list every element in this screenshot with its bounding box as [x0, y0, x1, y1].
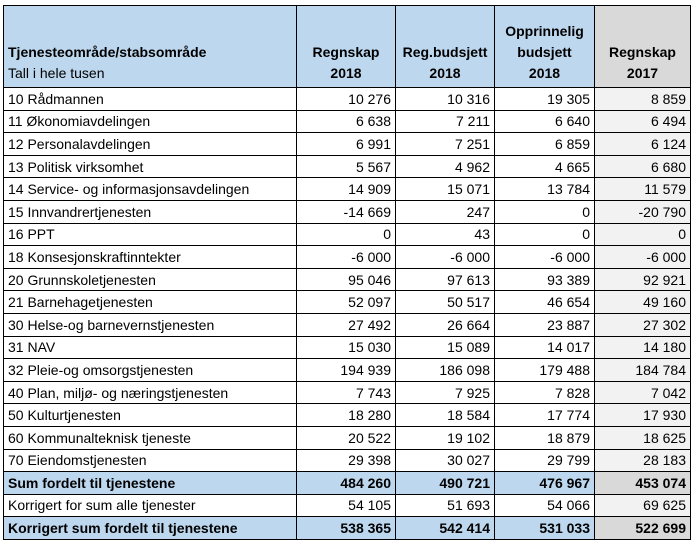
cell-original-budget-2018: 23 887 [495, 313, 595, 336]
row-name: 70 Eiendomstjenesten [4, 449, 297, 472]
table-row [4, 359, 691, 382]
correction-accounts-2018: 54 105 [297, 494, 396, 517]
row-name: 18 Konsesjonskraftinntekter [4, 246, 297, 269]
cell-revised-budget-2018: -6 000 [396, 246, 495, 269]
sum-row-name: Sum fordelt til tjenestene [4, 472, 297, 495]
table-row [4, 155, 691, 178]
cell-accounts-2018: 15 030 [297, 336, 396, 359]
cell-revised-budget-2018: 26 664 [396, 313, 495, 336]
budget-table [3, 5, 691, 540]
cell-revised-budget-2018: 7 211 [396, 110, 495, 133]
sum-original-budget-2018: 476 967 [495, 472, 595, 495]
cell-accounts-2018: 5 567 [297, 155, 396, 178]
cell-original-budget-2018: 6 640 [495, 110, 595, 133]
cell-original-budget-2018: 29 799 [495, 449, 595, 472]
cell-revised-budget-2018: 30 027 [396, 449, 495, 472]
cell-original-budget-2018: 4 665 [495, 155, 595, 178]
cell-revised-budget-2018: 97 613 [396, 268, 495, 291]
row-name: 40 Plan, miljø- og næringstjenesten [4, 381, 297, 404]
correction-row-name: Korrigert for sum alle tjenester [4, 494, 297, 517]
header-unit-note: Tall i hele tusen [8, 65, 105, 81]
row-name: 31 NAV [4, 336, 297, 359]
cell-accounts-2017: 6 124 [595, 133, 691, 156]
row-name: 30 Helse-og barnevernstjenesten [4, 313, 297, 336]
cell-accounts-2018: 27 492 [297, 313, 396, 336]
cell-accounts-2017: 28 183 [595, 449, 691, 472]
header-original-budget-2018-line3: 2018 [528, 65, 561, 81]
correction-row [4, 494, 691, 517]
header-original-budget-2018-line1: Opprinnelig [505, 23, 584, 39]
table-row [4, 313, 691, 336]
row-name: 20 Grunnskoletjenesten [4, 268, 297, 291]
header-accounts-2018-line2: 2018 [330, 65, 362, 81]
header-original-budget-2018 [495, 6, 595, 88]
correction-accounts-2017: 69 625 [595, 494, 691, 517]
header-original-budget-2018-line2: budsjett [517, 44, 572, 60]
table-row [4, 178, 691, 201]
cell-original-budget-2018: 18 879 [495, 426, 595, 449]
row-name: 32 Pleie-og omsorgstjenesten [4, 359, 297, 382]
budget-table-container [3, 5, 691, 540]
cell-accounts-2018: 14 909 [297, 178, 396, 201]
cell-original-budget-2018: -6 000 [495, 246, 595, 269]
sum-revised-budget-2018: 490 721 [396, 472, 495, 495]
header-service-area [4, 6, 297, 88]
cell-accounts-2017: 11 579 [595, 178, 691, 201]
corrected-total-row-name: Korrigert sum fordelt til tjenestene [4, 517, 297, 540]
cell-accounts-2017: -20 790 [595, 200, 691, 223]
row-name: 15 Innvandrertjenesten [4, 200, 297, 223]
corrected-total-accounts-2017: 522 699 [595, 517, 691, 540]
row-name: 60 Kommunalteknisk tjeneste [4, 426, 297, 449]
cell-accounts-2017: 17 930 [595, 404, 691, 427]
cell-accounts-2018: 52 097 [297, 291, 396, 314]
corrected-total-revised-budget-2018: 542 414 [396, 517, 495, 540]
sum-accounts-2017: 453 074 [595, 472, 691, 495]
cell-revised-budget-2018: 7 251 [396, 133, 495, 156]
correction-original-budget-2018: 54 066 [495, 494, 595, 517]
table-row [4, 404, 691, 427]
cell-accounts-2017: 27 302 [595, 313, 691, 336]
cell-revised-budget-2018: 247 [396, 200, 495, 223]
cell-accounts-2018: 7 743 [297, 381, 396, 404]
cell-accounts-2017: 6 494 [595, 110, 691, 133]
corrected-total-original-budget-2018: 531 033 [495, 517, 595, 540]
header-accounts-2017-line1: Regnskap [609, 44, 676, 60]
header-accounts-2018-line1: Regnskap [312, 44, 380, 60]
cell-accounts-2018: 194 939 [297, 359, 396, 382]
cell-revised-budget-2018: 18 584 [396, 404, 495, 427]
cell-accounts-2017: 6 680 [595, 155, 691, 178]
cell-accounts-2018: 29 398 [297, 449, 396, 472]
table-row [4, 88, 691, 111]
table-row [4, 133, 691, 156]
cell-revised-budget-2018: 186 098 [396, 359, 495, 382]
sum-accounts-2018: 484 260 [297, 472, 396, 495]
corrected-total-accounts-2018: 538 365 [297, 517, 396, 540]
table-row [4, 291, 691, 314]
cell-revised-budget-2018: 15 071 [396, 178, 495, 201]
header-service-area-title: Tjenesteområde/stabsområde [8, 44, 207, 60]
row-name: 14 Service- og informasjonsavdelingen [4, 178, 297, 201]
corrected-total-row [4, 517, 691, 540]
cell-original-budget-2018: 0 [495, 200, 595, 223]
header-accounts-2017-line2: 2017 [626, 65, 659, 81]
cell-original-budget-2018: 13 784 [495, 178, 595, 201]
row-name: 13 Politisk virksomhet [4, 155, 297, 178]
cell-revised-budget-2018: 10 316 [396, 88, 495, 111]
cell-revised-budget-2018: 50 517 [396, 291, 495, 314]
cell-accounts-2017: 49 160 [595, 291, 691, 314]
cell-accounts-2018: 0 [297, 223, 396, 246]
table-row [4, 381, 691, 404]
cell-accounts-2018: 6 638 [297, 110, 396, 133]
cell-accounts-2017: 18 625 [595, 426, 691, 449]
header-revised-budget-2018-line1: Reg.budsjett [402, 44, 488, 60]
cell-revised-budget-2018: 19 102 [396, 426, 495, 449]
cell-original-budget-2018: 6 859 [495, 133, 595, 156]
cell-accounts-2018: -14 669 [297, 200, 396, 223]
cell-accounts-2017: 8 859 [595, 88, 691, 111]
table-row [4, 223, 691, 246]
cell-accounts-2018: 20 522 [297, 426, 396, 449]
cell-accounts-2017: 7 042 [595, 381, 691, 404]
table-row [4, 200, 691, 223]
row-name: 12 Personalavdelingen [4, 133, 297, 156]
cell-accounts-2017: 14 180 [595, 336, 691, 359]
cell-accounts-2018: -6 000 [297, 246, 396, 269]
header-accounts-2018 [297, 6, 396, 88]
cell-accounts-2018: 10 276 [297, 88, 396, 111]
cell-accounts-2017: 184 784 [595, 359, 691, 382]
table-row [4, 449, 691, 472]
cell-accounts-2018: 6 991 [297, 133, 396, 156]
row-name: 50 Kulturtjenesten [4, 404, 297, 427]
table-row [4, 426, 691, 449]
header-accounts-2017 [595, 6, 691, 88]
table-row [4, 268, 691, 291]
row-name: 21 Barnehagetjenesten [4, 291, 297, 314]
table-row [4, 110, 691, 133]
cell-original-budget-2018: 17 774 [495, 404, 595, 427]
cell-revised-budget-2018: 7 925 [396, 381, 495, 404]
header-revised-budget-2018 [396, 6, 495, 88]
cell-original-budget-2018: 46 654 [495, 291, 595, 314]
header-row [4, 6, 691, 88]
sum-row [4, 472, 691, 495]
table-row [4, 246, 691, 269]
cell-revised-budget-2018: 43 [396, 223, 495, 246]
cell-original-budget-2018: 19 305 [495, 88, 595, 111]
cell-revised-budget-2018: 4 962 [396, 155, 495, 178]
cell-original-budget-2018: 93 389 [495, 268, 595, 291]
row-name: 11 Økonomiavdelingen [4, 110, 297, 133]
cell-revised-budget-2018: 15 089 [396, 336, 495, 359]
cell-accounts-2018: 95 046 [297, 268, 396, 291]
cell-original-budget-2018: 179 488 [495, 359, 595, 382]
row-name: 16 PPT [4, 223, 297, 246]
cell-accounts-2017: 0 [595, 223, 691, 246]
cell-accounts-2017: 92 921 [595, 268, 691, 291]
table-row [4, 336, 691, 359]
cell-accounts-2018: 18 280 [297, 404, 396, 427]
cell-original-budget-2018: 14 017 [495, 336, 595, 359]
header-revised-budget-2018-line2: 2018 [429, 65, 461, 81]
row-name: 10 Rådmannen [4, 88, 297, 111]
cell-accounts-2017: -6 000 [595, 246, 691, 269]
cell-original-budget-2018: 7 828 [495, 381, 595, 404]
cell-original-budget-2018: 0 [495, 223, 595, 246]
correction-revised-budget-2018: 51 693 [396, 494, 495, 517]
